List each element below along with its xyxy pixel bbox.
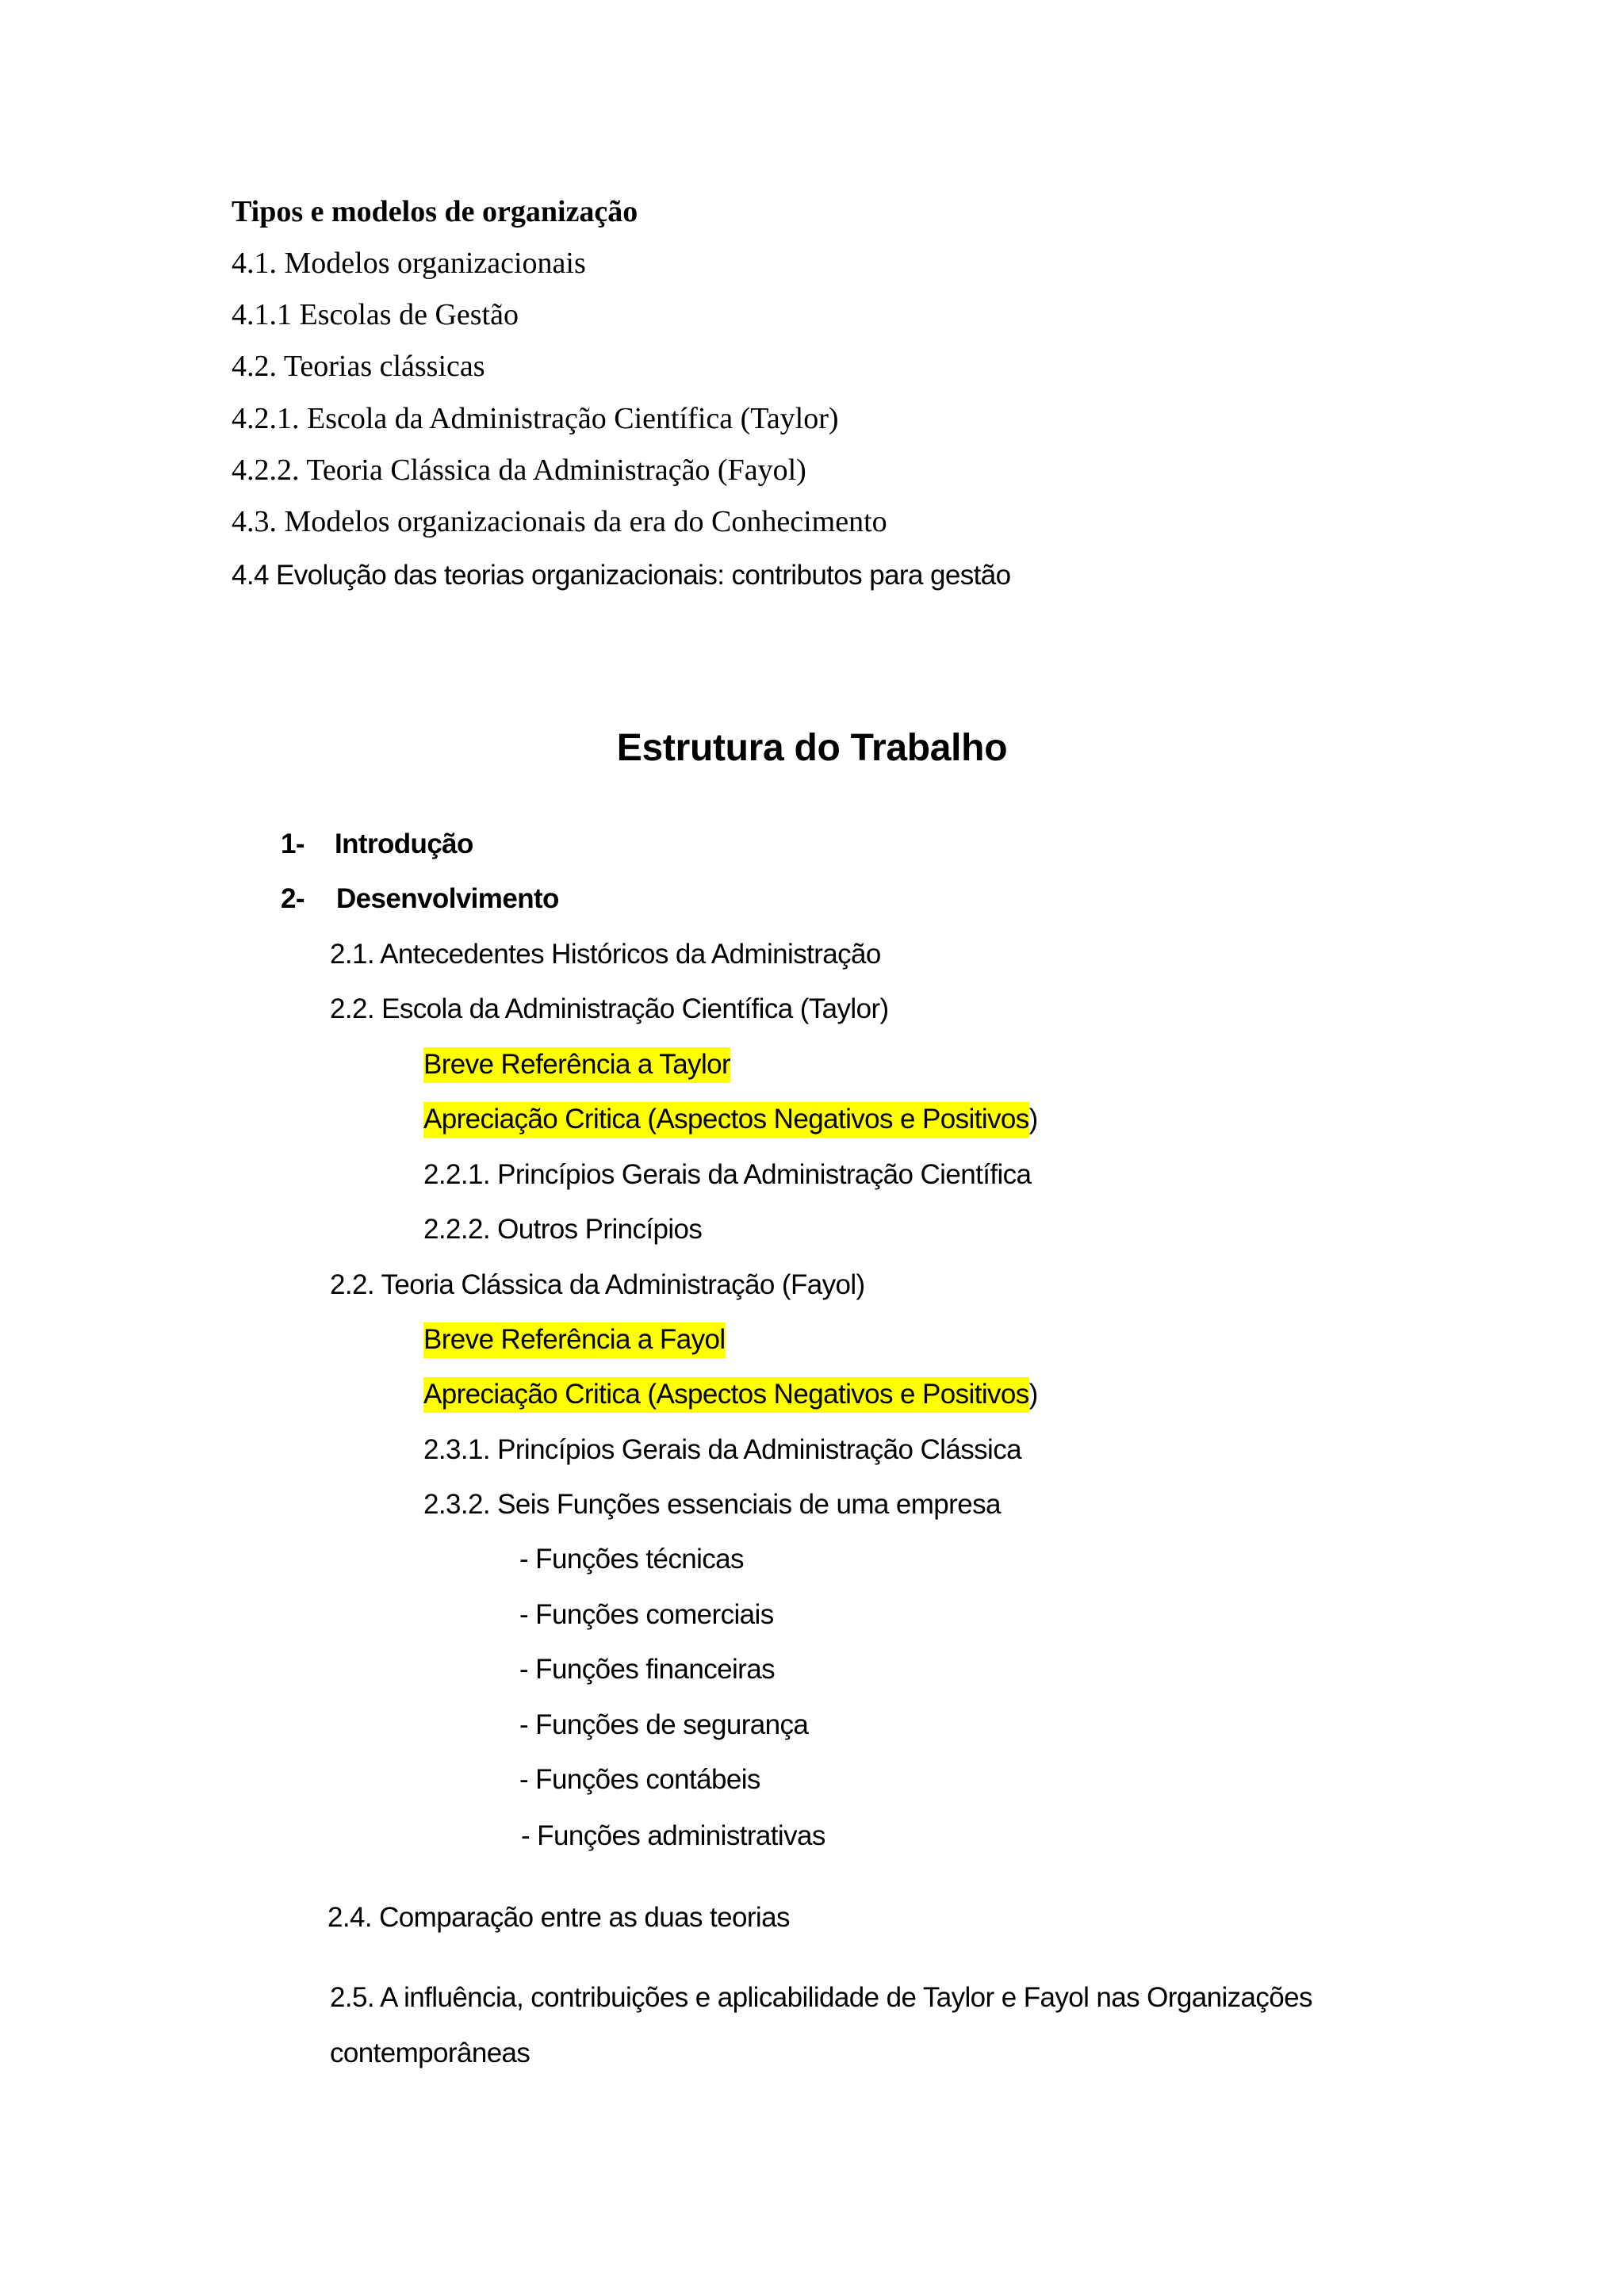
function-item-contabeis: - Funções contábeis xyxy=(519,1764,760,1795)
subsection-2-3-1: 2.3.1. Princípios Gerais da Administração Clássica xyxy=(423,1434,1021,1465)
fayol-reference xyxy=(423,1326,726,1353)
closing-paren: ) xyxy=(1028,1379,1038,1410)
outline-item-4-2-1: 4.2.1. Escola da Administração Científica (Taylor) xyxy=(232,402,839,435)
function-item-seguranca: - Funções de segurança xyxy=(519,1709,809,1740)
function-item-tecnicas: - Funções técnicas xyxy=(519,1544,744,1575)
section-number: 1- xyxy=(281,828,304,859)
highlighted-text: Breve Referência a Taylor xyxy=(423,1047,730,1083)
outline-item-4-3: 4.3. Modelos organizacionais da era do Conhecimento xyxy=(232,505,887,538)
outline-item-4-4: 4.4 Evolução das teorias organizacionais: contributos para gestão xyxy=(232,560,1011,591)
function-item-administrativas: - Funções administrativas xyxy=(521,1820,825,1851)
subsection-2-1: 2.1. Antecedentes Históricos da Administração xyxy=(330,939,881,970)
closing-paren: ) xyxy=(1028,1104,1038,1135)
subsection-2-3-2: 2.3.2. Seis Funções essenciais de uma empresa xyxy=(423,1489,1001,1520)
outline-item-4-2-2: 4.2.2. Teoria Clássica da Administração (Fayol) xyxy=(232,453,806,487)
subsection-2-5-line1: 2.5. A influência, contribuições e aplicabilidade de Taylor e Fayol nas Organizações xyxy=(330,1982,1312,2013)
outline-heading: Tipos e modelos de organização xyxy=(232,195,638,228)
outline-item-4-1-1: 4.1.1 Escolas de Gestão xyxy=(232,298,519,331)
outline-item-4-1: 4.1. Modelos organizacionais xyxy=(232,247,586,280)
fayol-appreciation xyxy=(423,1380,1038,1408)
function-item-comerciais: - Funções comerciais xyxy=(519,1599,774,1630)
subsection-2-2-taylor: 2.2. Escola da Administração Científica (Taylor) xyxy=(330,993,889,1024)
subsection-2-2-1: 2.2.1. Princípios Gerais da Administração Científica xyxy=(423,1159,1032,1190)
subsection-2-2-fayol: 2.2. Teoria Clássica da Administração (Fayol) xyxy=(330,1269,865,1300)
section-number: 2- xyxy=(281,883,304,914)
outline-item-4-2: 4.2. Teorias clássicas xyxy=(232,350,485,383)
highlighted-text: Apreciação Critica (Aspectos Negativos e Positivos xyxy=(423,1377,1029,1413)
highlighted-text: Breve Referência a Fayol xyxy=(423,1322,726,1358)
subsection-2-5-line2: contemporâneas xyxy=(330,2038,530,2068)
taylor-reference xyxy=(423,1050,730,1078)
section-label: Introdução xyxy=(335,828,473,859)
function-item-financeiras: - Funções financeiras xyxy=(519,1654,776,1685)
highlighted-text: Apreciação Critica (Aspectos Negativos e Positivos xyxy=(423,1102,1029,1138)
subsection-2-4: 2.4. Comparação entre as duas teorias xyxy=(327,1902,790,1933)
taylor-appreciation xyxy=(423,1105,1038,1133)
structure-title: Estrutura do Trabalho xyxy=(616,727,1008,769)
section-label: Desenvolvimento xyxy=(336,883,559,914)
subsection-2-2-2: 2.2.2. Outros Princípios xyxy=(423,1214,703,1245)
section-introducao xyxy=(281,830,473,858)
section-desenvolvimento xyxy=(281,885,559,913)
